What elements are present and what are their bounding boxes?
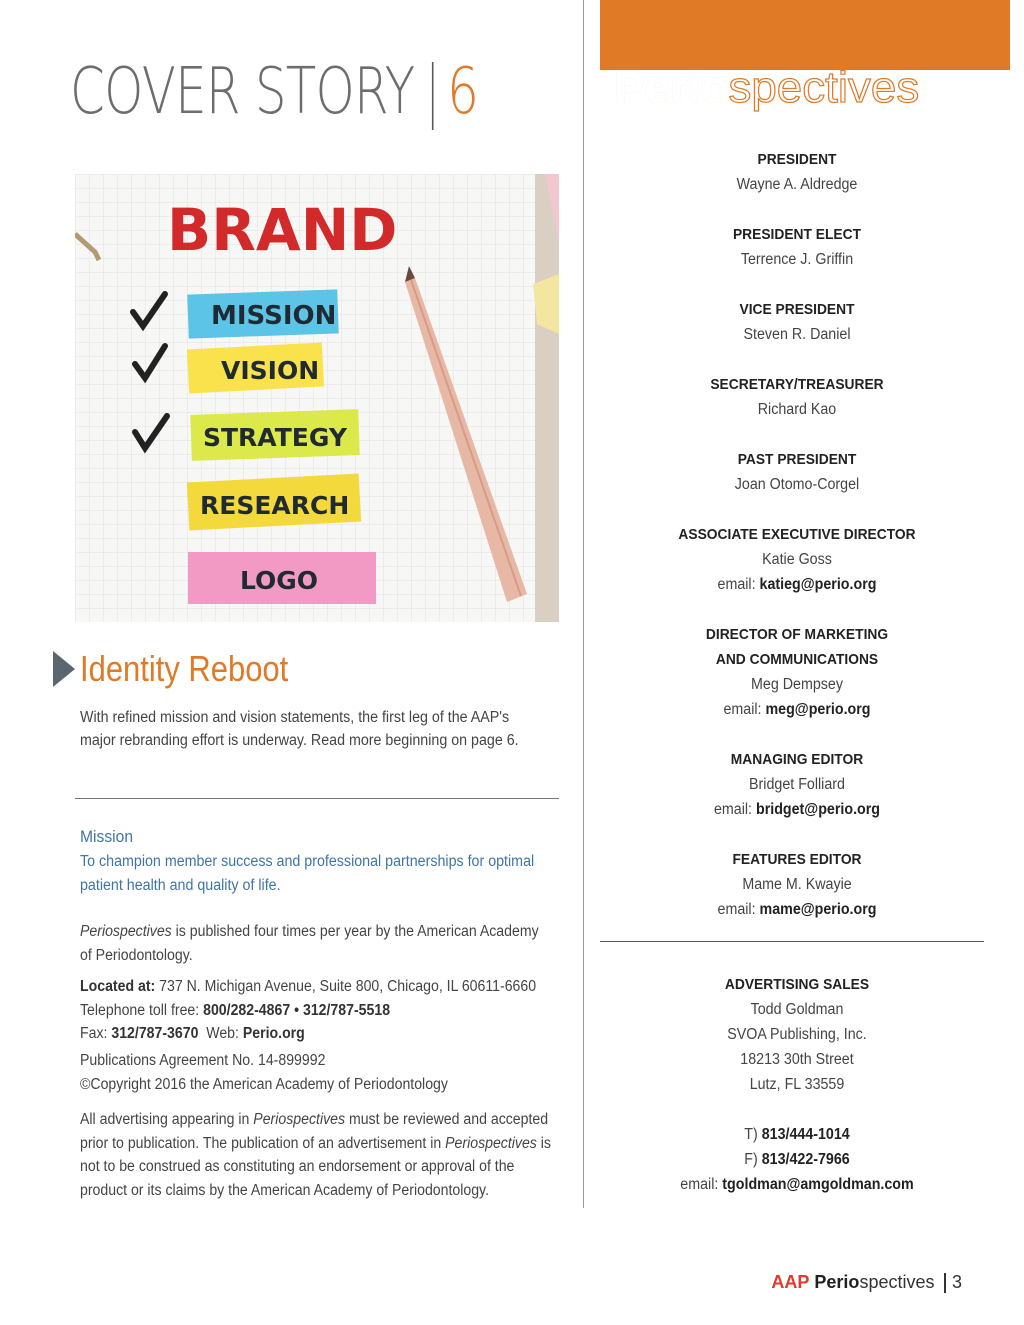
note-vision bbox=[187, 342, 324, 393]
photo-word-strategy: STRATEGY bbox=[203, 423, 347, 452]
address-line bbox=[80, 975, 553, 999]
web-link[interactable]: Perio.org bbox=[242, 1025, 305, 1042]
photo-word-logo: LOGO bbox=[240, 566, 319, 595]
staff-email-line bbox=[613, 697, 981, 722]
note-strategy bbox=[190, 409, 360, 461]
advertising-disclaimer bbox=[80, 1108, 553, 1202]
photo-word-mission: MISSION bbox=[211, 301, 337, 331]
email-label: email: bbox=[680, 1176, 719, 1193]
advertising-phone-line bbox=[613, 1122, 981, 1147]
logo-perio: Perio bbox=[614, 63, 729, 112]
note-mission bbox=[187, 289, 338, 338]
fax-number: 312/787-3670 bbox=[111, 1025, 199, 1042]
email-label: email: bbox=[717, 576, 756, 593]
left-divider bbox=[75, 798, 559, 799]
advertising-fax-line bbox=[613, 1147, 981, 1172]
footer-perio: Perio bbox=[814, 1272, 860, 1292]
brand-notes-illustration bbox=[75, 174, 559, 622]
publication-statement bbox=[80, 920, 553, 967]
staff-name: Joan Otomo-Corgel bbox=[734, 476, 860, 493]
photo-word-vision: VISION bbox=[221, 356, 320, 385]
agreement-block bbox=[80, 1049, 553, 1096]
disclaimer-part-2: must be reviewed and accepted prior to publication. The publication of an advertisement in bbox=[80, 1111, 549, 1152]
staff-email-line bbox=[613, 797, 981, 822]
advertising-email[interactable]: tgoldman@amgoldman.com bbox=[722, 1176, 914, 1193]
phone-tollfree: 800/282-4867 bbox=[203, 1001, 291, 1019]
periospectives-logo bbox=[614, 63, 920, 112]
staff-name: Meg Dempsey bbox=[751, 676, 843, 693]
email-label: email: bbox=[717, 901, 756, 918]
staff-role: PRESIDENT ELECT bbox=[732, 226, 862, 243]
note-logo bbox=[188, 552, 376, 604]
cover-story-heading bbox=[70, 52, 478, 132]
masthead bbox=[600, 0, 1010, 110]
phone-line bbox=[80, 999, 553, 1023]
staff-directory bbox=[597, 147, 997, 922]
advertising-phone: 813/444-1014 bbox=[761, 1126, 850, 1143]
staff-role: DIRECTOR OF MARKETING bbox=[705, 626, 889, 643]
phone-label: T) bbox=[744, 1126, 758, 1143]
email-label: email: bbox=[723, 701, 762, 718]
advertising-role: ADVERTISING SALES bbox=[724, 976, 870, 993]
staff-name: Terrence J. Griffin bbox=[740, 251, 854, 268]
footer-aap: AAP bbox=[771, 1272, 810, 1292]
logo-spectives: spectives bbox=[728, 63, 920, 112]
staff-role: ASSOCIATE EXECUTIVE DIRECTOR bbox=[678, 526, 916, 543]
contact-block bbox=[80, 975, 553, 1046]
photo-word-research: RESEARCH bbox=[200, 491, 350, 520]
staff-email-line bbox=[613, 572, 981, 597]
right-divider bbox=[600, 941, 984, 942]
feature-arrow-icon bbox=[53, 651, 75, 687]
photo-word-brand: BRAND bbox=[167, 196, 398, 264]
publication-name: Periospectives bbox=[253, 1111, 346, 1128]
phone-local: 312/787-5518 bbox=[302, 1001, 391, 1019]
bullet: • bbox=[294, 1001, 300, 1019]
staff-name: Katie Goss bbox=[762, 551, 832, 568]
copyright: ©Copyright 2016 the American Academy of Periodontology bbox=[80, 1075, 448, 1093]
staff-name: Steven R. Daniel bbox=[743, 326, 851, 343]
staff-email[interactable]: katieg@perio.org bbox=[759, 576, 877, 593]
masthead-orange-band bbox=[600, 0, 1010, 70]
staff-email[interactable]: bridget@perio.org bbox=[755, 801, 881, 818]
publications-agreement: Publications Agreement No. 14-899992 bbox=[80, 1052, 326, 1069]
page-number: 3 bbox=[951, 1272, 962, 1292]
staff-email[interactable]: mame@perio.org bbox=[759, 901, 877, 918]
advertising-email-line bbox=[613, 1172, 981, 1197]
phone-label: Telephone toll free: bbox=[80, 1001, 200, 1019]
advertising-city: Lutz, FL 33559 bbox=[749, 1076, 845, 1093]
cover-photo bbox=[75, 174, 559, 622]
advertising-contact-name: Todd Goldman bbox=[750, 1001, 844, 1018]
advertising-fax: 813/422-7966 bbox=[761, 1151, 850, 1168]
staff-role: FEATURES EDITOR bbox=[732, 851, 862, 868]
staff-role: VICE PRESIDENT bbox=[739, 301, 855, 318]
fax-label: F) bbox=[744, 1151, 758, 1168]
advertising-street: 18213 30th Street bbox=[740, 1051, 854, 1068]
note-research bbox=[187, 474, 361, 531]
staff-role: SECRETARY/TREASURER bbox=[710, 376, 884, 393]
staff-name: Wayne A. Aldredge bbox=[736, 176, 858, 193]
cover-divider bbox=[432, 62, 434, 130]
feature-title: Identity Reboot bbox=[80, 648, 289, 689]
publication-statement-text: is published four times per year by the American Academy of Periodontology. bbox=[80, 923, 539, 964]
publication-name: Periospectives bbox=[445, 1134, 537, 1152]
staff-name: Bridget Folliard bbox=[749, 776, 845, 793]
staff-name: Mame M. Kwayie bbox=[742, 876, 852, 893]
column-divider bbox=[583, 0, 584, 1208]
advertising-company: SVOA Publishing, Inc. bbox=[727, 1026, 867, 1043]
footer-spectives: spectives bbox=[859, 1272, 935, 1292]
footer-divider bbox=[944, 1273, 946, 1293]
mission-text: To champion member success and professional partnerships for optimal patient health and quality of life. bbox=[80, 853, 535, 894]
address: 737 N. Michigan Avenue, Suite 800, Chicago, IL 60611-6660 bbox=[159, 978, 537, 995]
staff-email-line bbox=[613, 897, 981, 922]
staff-email[interactable]: meg@perio.org bbox=[765, 701, 871, 718]
publication-name: Periospectives bbox=[80, 923, 172, 940]
email-label: email: bbox=[713, 801, 753, 818]
fax-web-line bbox=[80, 1022, 553, 1046]
staff-role: PAST PRESIDENT bbox=[737, 451, 857, 468]
staff-role: PRESIDENT bbox=[757, 151, 837, 168]
page-footer bbox=[771, 1272, 962, 1293]
disclaimer-part-3: is not to be construed as constituting an endorsement or approval of the product or its claims by the American Academy of Periodontology. bbox=[80, 1134, 551, 1199]
staff-name: Richard Kao bbox=[757, 401, 837, 418]
located-label: Located at: bbox=[80, 978, 156, 995]
feature-description: With refined mission and vision statements, the first leg of the AAP's major rebranding effort is underway. Read more beginning on page 6. bbox=[80, 709, 519, 749]
mission-heading: Mission bbox=[80, 827, 134, 846]
disclaimer-part-1: All advertising appearing in bbox=[80, 1111, 250, 1128]
staff-role: MANAGING EDITOR bbox=[730, 751, 864, 768]
staff-role-continued: AND COMMUNICATIONS bbox=[715, 651, 879, 668]
fax-label: Fax: bbox=[80, 1025, 108, 1042]
cover-story-page-number: 6 bbox=[447, 55, 479, 129]
web-label: Web: bbox=[206, 1025, 239, 1042]
advertising-sales bbox=[597, 972, 997, 1197]
cover-story-label: COVER STORY bbox=[70, 55, 415, 129]
